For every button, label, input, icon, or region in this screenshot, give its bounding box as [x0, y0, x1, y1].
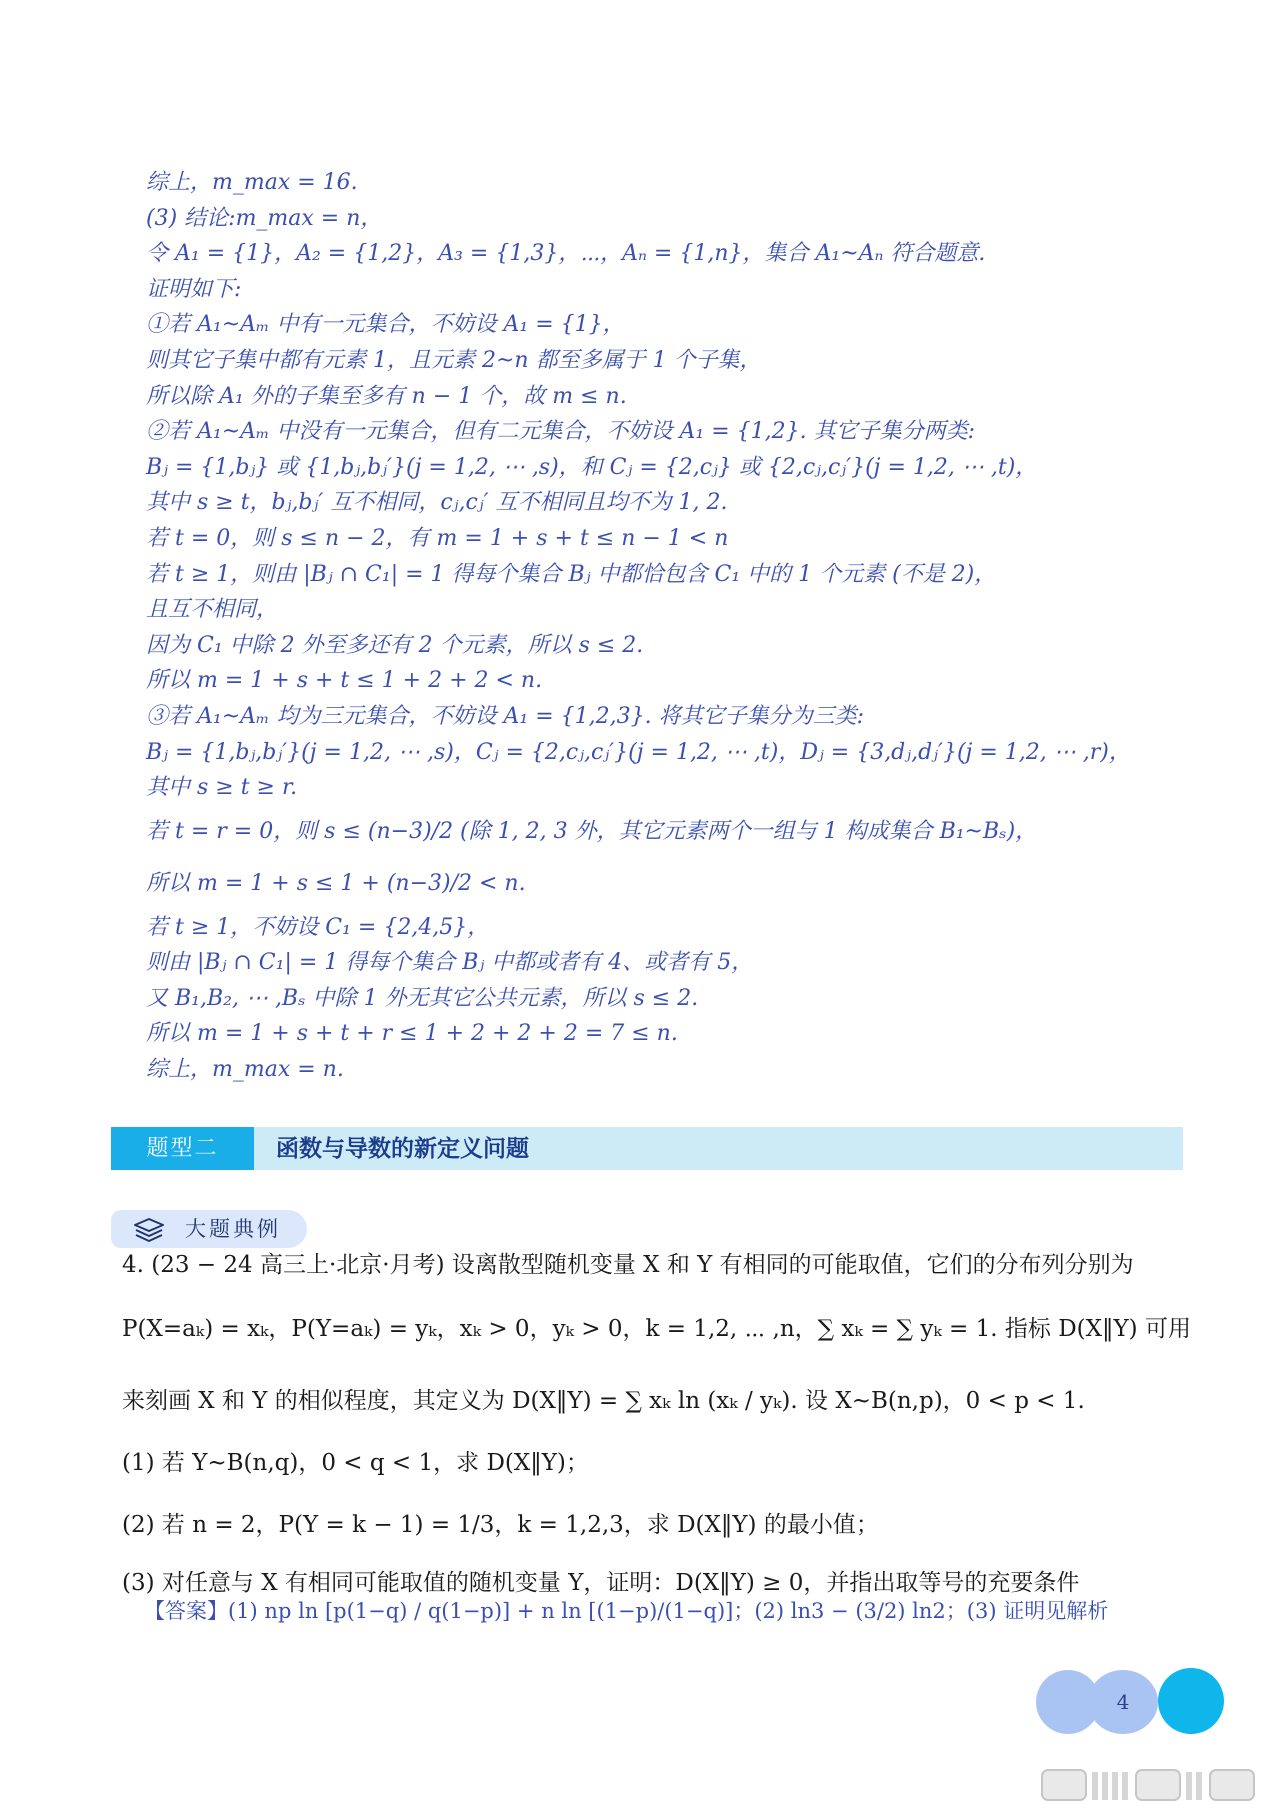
problem-line-1: 4. (23 − 24 高三上·北京·月考) 设离散型随机变量 X 和 Y 有相同的可能取值，它们的分布列分别为: [122, 1252, 1134, 1278]
badge-circle-right: [1158, 1668, 1224, 1734]
page-number-badge: [1036, 1668, 1222, 1734]
layers-icon: [133, 1217, 165, 1243]
solution-line: 所以除 A₁ 外的子集至多有 n − 1 个，故 m ≤ n.: [146, 383, 627, 409]
solution-line: 若 t ≥ 1，不妨设 C₁ = {2,4,5}，: [146, 914, 490, 940]
question-1: (1) 若 Y~B(n,q)，0 < q < 1，求 D(X‖Y)；: [122, 1450, 589, 1476]
solution-line: Bⱼ = {1,bⱼ,bⱼ′}(j = 1,2, ⋯ ,s)，Cⱼ = {2,cⱼ,cⱼ′}(j = 1,2, ⋯ ,t)，Dⱼ = {3,dⱼ,dⱼ′}(j = 1,2, ⋯ ,r)，: [146, 739, 1131, 765]
solution-line: 所以 m = 1 + s ≤ 1 + (n−3)/2 < n.: [146, 870, 526, 896]
solution-line: 若 t ≥ 1，则由 |Bⱼ ∩ C₁| = 1 得每个集合 Bⱼ 中都恰包含 C₁ 中的 1 个元素 (不是 2)，: [146, 561, 997, 587]
question-3: (3) 对任意与 X 有相同可能取值的随机变量 Y，证明：D(X‖Y) ≥ 0，并指出取等号的充要条件: [122, 1570, 1080, 1596]
question-2: (2) 若 n = 2，P(Y = k − 1) = 1/3，k = 1,2,3，求 D(X‖Y) 的最小值；: [122, 1512, 879, 1538]
solution-line: 且互不相同，: [146, 597, 279, 623]
watermark-icon: [1040, 1760, 1260, 1806]
solution-line: 因为 C₁ 中除 2 外至多还有 2 个元素，所以 s ≤ 2.: [146, 632, 644, 658]
solution-line: 又 B₁,B₂, ⋯ ,Bₛ 中除 1 外无其它公共元素，所以 s ≤ 2.: [146, 985, 699, 1011]
solution-line: 所以 m = 1 + s + t ≤ 1 + 2 + 2 < n.: [146, 668, 543, 694]
problem-line-2: P(X=aₖ) = xₖ，P(Y=aₖ) = yₖ，xₖ > 0，yₖ > 0，k = 1,2, ⋯ ,n，∑ xₖ = ∑ yₖ = 1. 指标 D(X‖Y) 可用: [122, 1316, 1191, 1342]
answer-line: 【答案】(1) np ln [p(1−q) / q(1−p)] + n ln [(1−p)/(1−q)]；(2) ln3 − (3/2) ln2；(3) 证明见解析: [144, 1599, 1109, 1623]
section-title: 函数与导数的新定义问题: [276, 1135, 529, 1162]
solution-line: 其中 s ≥ t，bⱼ,bⱼ′ 互不相同，cⱼ,cⱼ′ 互不相同且均不为 1, 2.: [146, 490, 728, 516]
solution-line: 所以 m = 1 + s + t + r ≤ 1 + 2 + 2 + 2 = 7 ≤ n.: [146, 1021, 678, 1047]
solution-line: 综上，m_max = n.: [146, 1057, 344, 1083]
solution-line: 令 A₁ = {1}，A₂ = {1,2}，A₃ = {1,3}，⋯，Aₙ = {1,n}，集合 A₁~Aₙ 符合题意.: [146, 241, 986, 267]
solution-line: 证明如下:: [146, 276, 242, 302]
solution-line: ③若 A₁~Aₘ 均为三元集合，不妨设 A₁ = {1,2,3}. 将其它子集分为三类:: [146, 703, 864, 729]
solution-line: 则由 |Bⱼ ∩ C₁| = 1 得每个集合 Bⱼ 中都或者有 4、或者有 5，: [146, 950, 754, 976]
solution-block: [146, 165, 1166, 1088]
solution-line: 则其它子集中都有元素 1，且元素 2~n 都至多属于 1 个子集，: [146, 347, 762, 373]
solution-line: 若 t = r = 0，则 s ≤ (n−3)/2 (除 1, 2, 3 外，其它元素两个一组与 1 构成集合 B₁~Bₛ)，: [146, 818, 1038, 844]
section-tag: 题型二: [111, 1127, 254, 1170]
section-banner: [111, 1127, 1183, 1170]
solution-line: ①若 A₁~Aₘ 中有一元集合，不妨设 A₁ = {1}，: [146, 312, 625, 338]
solution-line: 若 t = 0，则 s ≤ n − 2，有 m = 1 + s + t ≤ n − 1 < n: [146, 525, 729, 551]
page-number: 4: [1116, 1690, 1130, 1714]
solution-line: (3) 结论:m_max = n，: [146, 205, 383, 231]
solution-line: ②若 A₁~Aₘ 中没有一元集合，但有二元集合，不妨设 A₁ = {1,2}. 其它子集分两类:: [146, 419, 976, 445]
solution-line: Bⱼ = {1,bⱼ} 或 {1,bⱼ,bⱼ′}(j = 1,2, ⋯ ,s)，和 Cⱼ = {2,cⱼ} 或 {2,cⱼ,cⱼ′}(j = 1,2, ⋯ ,t)，: [146, 454, 1038, 480]
solution-line: 其中 s ≥ t ≥ r.: [146, 775, 298, 801]
example-label-pill: [111, 1210, 307, 1248]
solution-line: 综上，m_max = 16.: [146, 170, 358, 195]
problem-line-3: 来刻画 X 和 Y 的相似程度，其定义为 D(X‖Y) = ∑ xₖ ln (xₖ / yₖ). 设 X~B(n,p)，0 < p < 1.: [122, 1388, 1085, 1414]
example-label: 大题典例: [185, 1217, 281, 1241]
